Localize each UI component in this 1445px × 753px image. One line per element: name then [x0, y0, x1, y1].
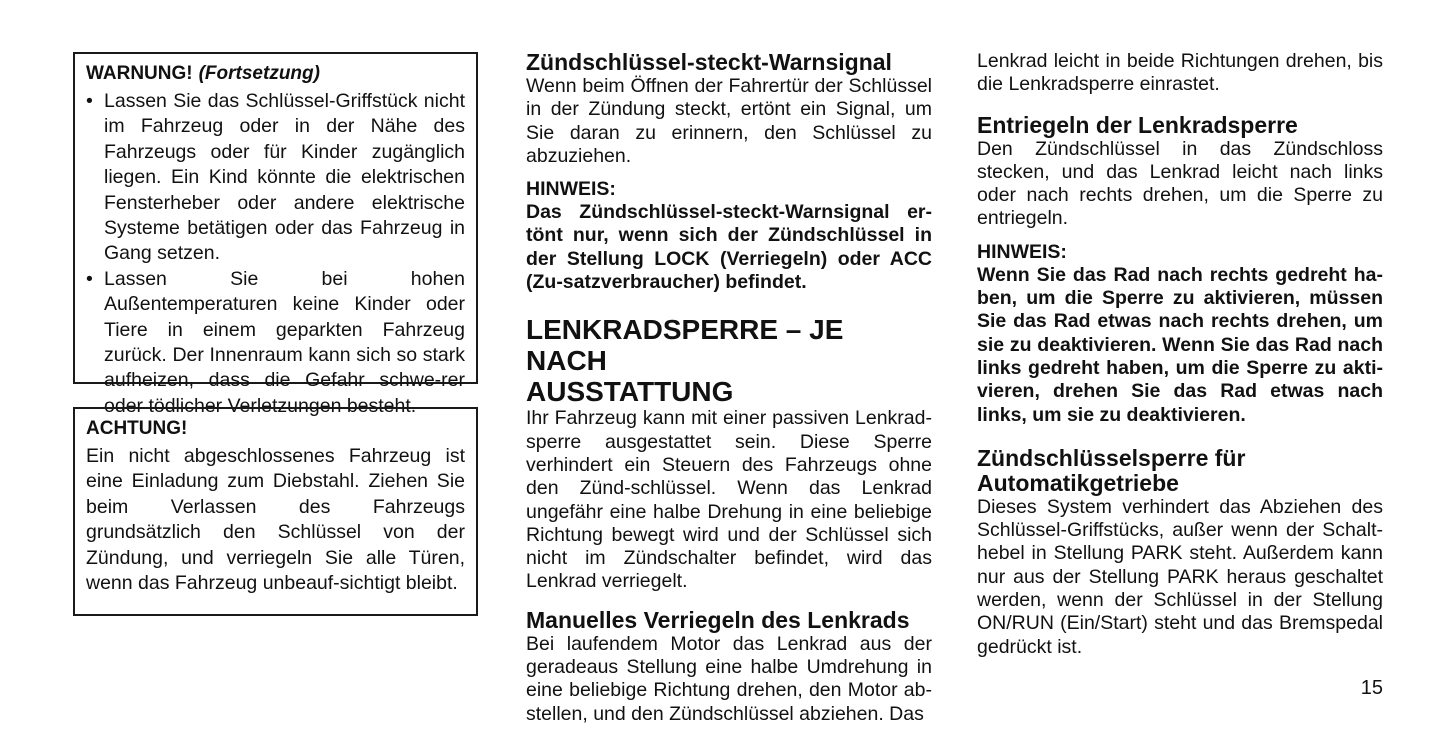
manual-lock-heading: Manuelles Verriegeln des Lenkrads [526, 606, 910, 633]
page-number: 15 [1360, 677, 1383, 699]
warning-bullet-item: • Lassen Sie bei hohen Außentemperaturen keine Kinder oder Tiere in einem geparkten Fahrzeug zurück. Der Innenraum kann sich so stark aufheizen, dass die Gefahr schwe-rer oder tödlicher Verletzungen besteht. [86, 267, 465, 419]
warning-subtitle: (Fortsetzung) [198, 63, 320, 84]
note-label: HINWEIS: [977, 240, 1067, 263]
warning-heading [86, 62, 465, 86]
caution-title: ACHTUNG! [86, 418, 188, 439]
interlock-heading-line2: Automatikgetriebe [977, 469, 1179, 496]
caution-text: Ein nicht abgeschlossenes Fahrzeug ist eine Einladung zum Diebstahl. Ziehen Sie beim Verlassen des Fahrzeugs grundsätzlich den Schlüssel von der Zündung, und verriegeln Sie alle Türen, wenn das Fahrzeug unbeauf-sichtigt bleibt. [86, 445, 465, 595]
interlock-heading-line1: Zündschlüsselsperre für [977, 444, 1246, 471]
warning-bullet-list [86, 89, 465, 419]
key-warning-text: Wenn beim Öffnen der Fahrertür der Schlüssel in der Zündung steckt, ertönt ein Signal, um Sie daran zu erinnern, den Schlüssel zu abzuziehen. [526, 75, 932, 167]
section-text: Ihr Fahrzeug kann mit einer passiven Lenkrad-sperre ausgestattet sein. Diese Sperre verhindert ein Steuern des Fahrzeugs ohne den Zünd-schlüssel. Wenn das Lenkrad ungefähr eine halbe Drehung in eine beliebige Richtung bewegt wird und der Schlüssel sich nicht im Zündschalter befindet, wird das Lenkrad verriegelt. [526, 407, 932, 593]
section-heading-line1: LENKRADSPERRE – JE NACH [526, 314, 844, 377]
note-text: Wenn Sie das Rad nach rechts gedreht ha-ben, um die Sperre zu aktivieren, müssen Sie das Rad etwas nach rechts drehen, um sie zu deaktivieren. Wenn Sie das Rad nach links gedreht haben, um die Sperre zu akti-vieren, drehen Sie das Rad etwas nach links, um sie zu deaktivieren. [977, 263, 1383, 426]
right-column [977, 50, 1383, 659]
warning-box [73, 52, 478, 417]
manual-lock-text: Bei laufendem Motor das Lenkrad aus der geradeaus Stellung eine halbe Umdrehung in eine beliebige Richtung drehen, den Motor ab-stellen, und den Zündschlüssel abziehen. Das [526, 632, 932, 725]
unlock-heading: Entriegeln der Lenkradsperre [977, 111, 1298, 138]
unlock-text: Den Zündschlüssel in das Zündschloss stecken, und das Lenkrad leicht nach links oder nach rechts drehen, um die Sperre zu entriegeln. [977, 137, 1383, 230]
caution-box [73, 407, 478, 616]
key-warning-heading: Zündschlüssel-steckt-Warnsignal [526, 49, 892, 75]
middle-column [526, 50, 932, 726]
note-text: Das Zündschlüssel-steckt-Warnsignal er-tönt nur, wenn sich der Zündschlüssel in der Stellung LOCK (Verriegeln) oder ACC (Zu-satzverbraucher) befindet. [526, 201, 932, 294]
warning-title: WARNUNG! [86, 63, 193, 84]
note-label: HINWEIS: [526, 178, 616, 201]
section-heading [526, 314, 932, 407]
interlock-text: Dieses System verhindert das Abziehen des Schlüssel-Griffstücks, außer wenn der Schalt-hebel in Stellung PARK steht. Außerdem kann nur aus der Stellung PARK heraus geschaltet werden, wenn der Schlüssel in der Stellung ON/RUN (Ein/Start) steht und das Bremspedal gedrückt ist. [977, 495, 1383, 658]
section-heading-line2: AUSSTATTUNG [526, 376, 734, 408]
continued-text: Lenkrad leicht in beide Richtungen drehen, bis die Lenkradsperre einrastet. [977, 50, 1383, 96]
interlock-heading [977, 446, 1383, 496]
warning-bullet-item: • Lassen Sie das Schlüssel-Griffstück nicht im Fahrzeug oder in der Nähe des Fahrzeugs oder für Kinder zugänglich liegen. Ein Kind könnte die elektrischen Fensterheber oder andere elektrische Systeme betätigen oder das Fahrzeug in Gang setzen. [86, 89, 465, 267]
